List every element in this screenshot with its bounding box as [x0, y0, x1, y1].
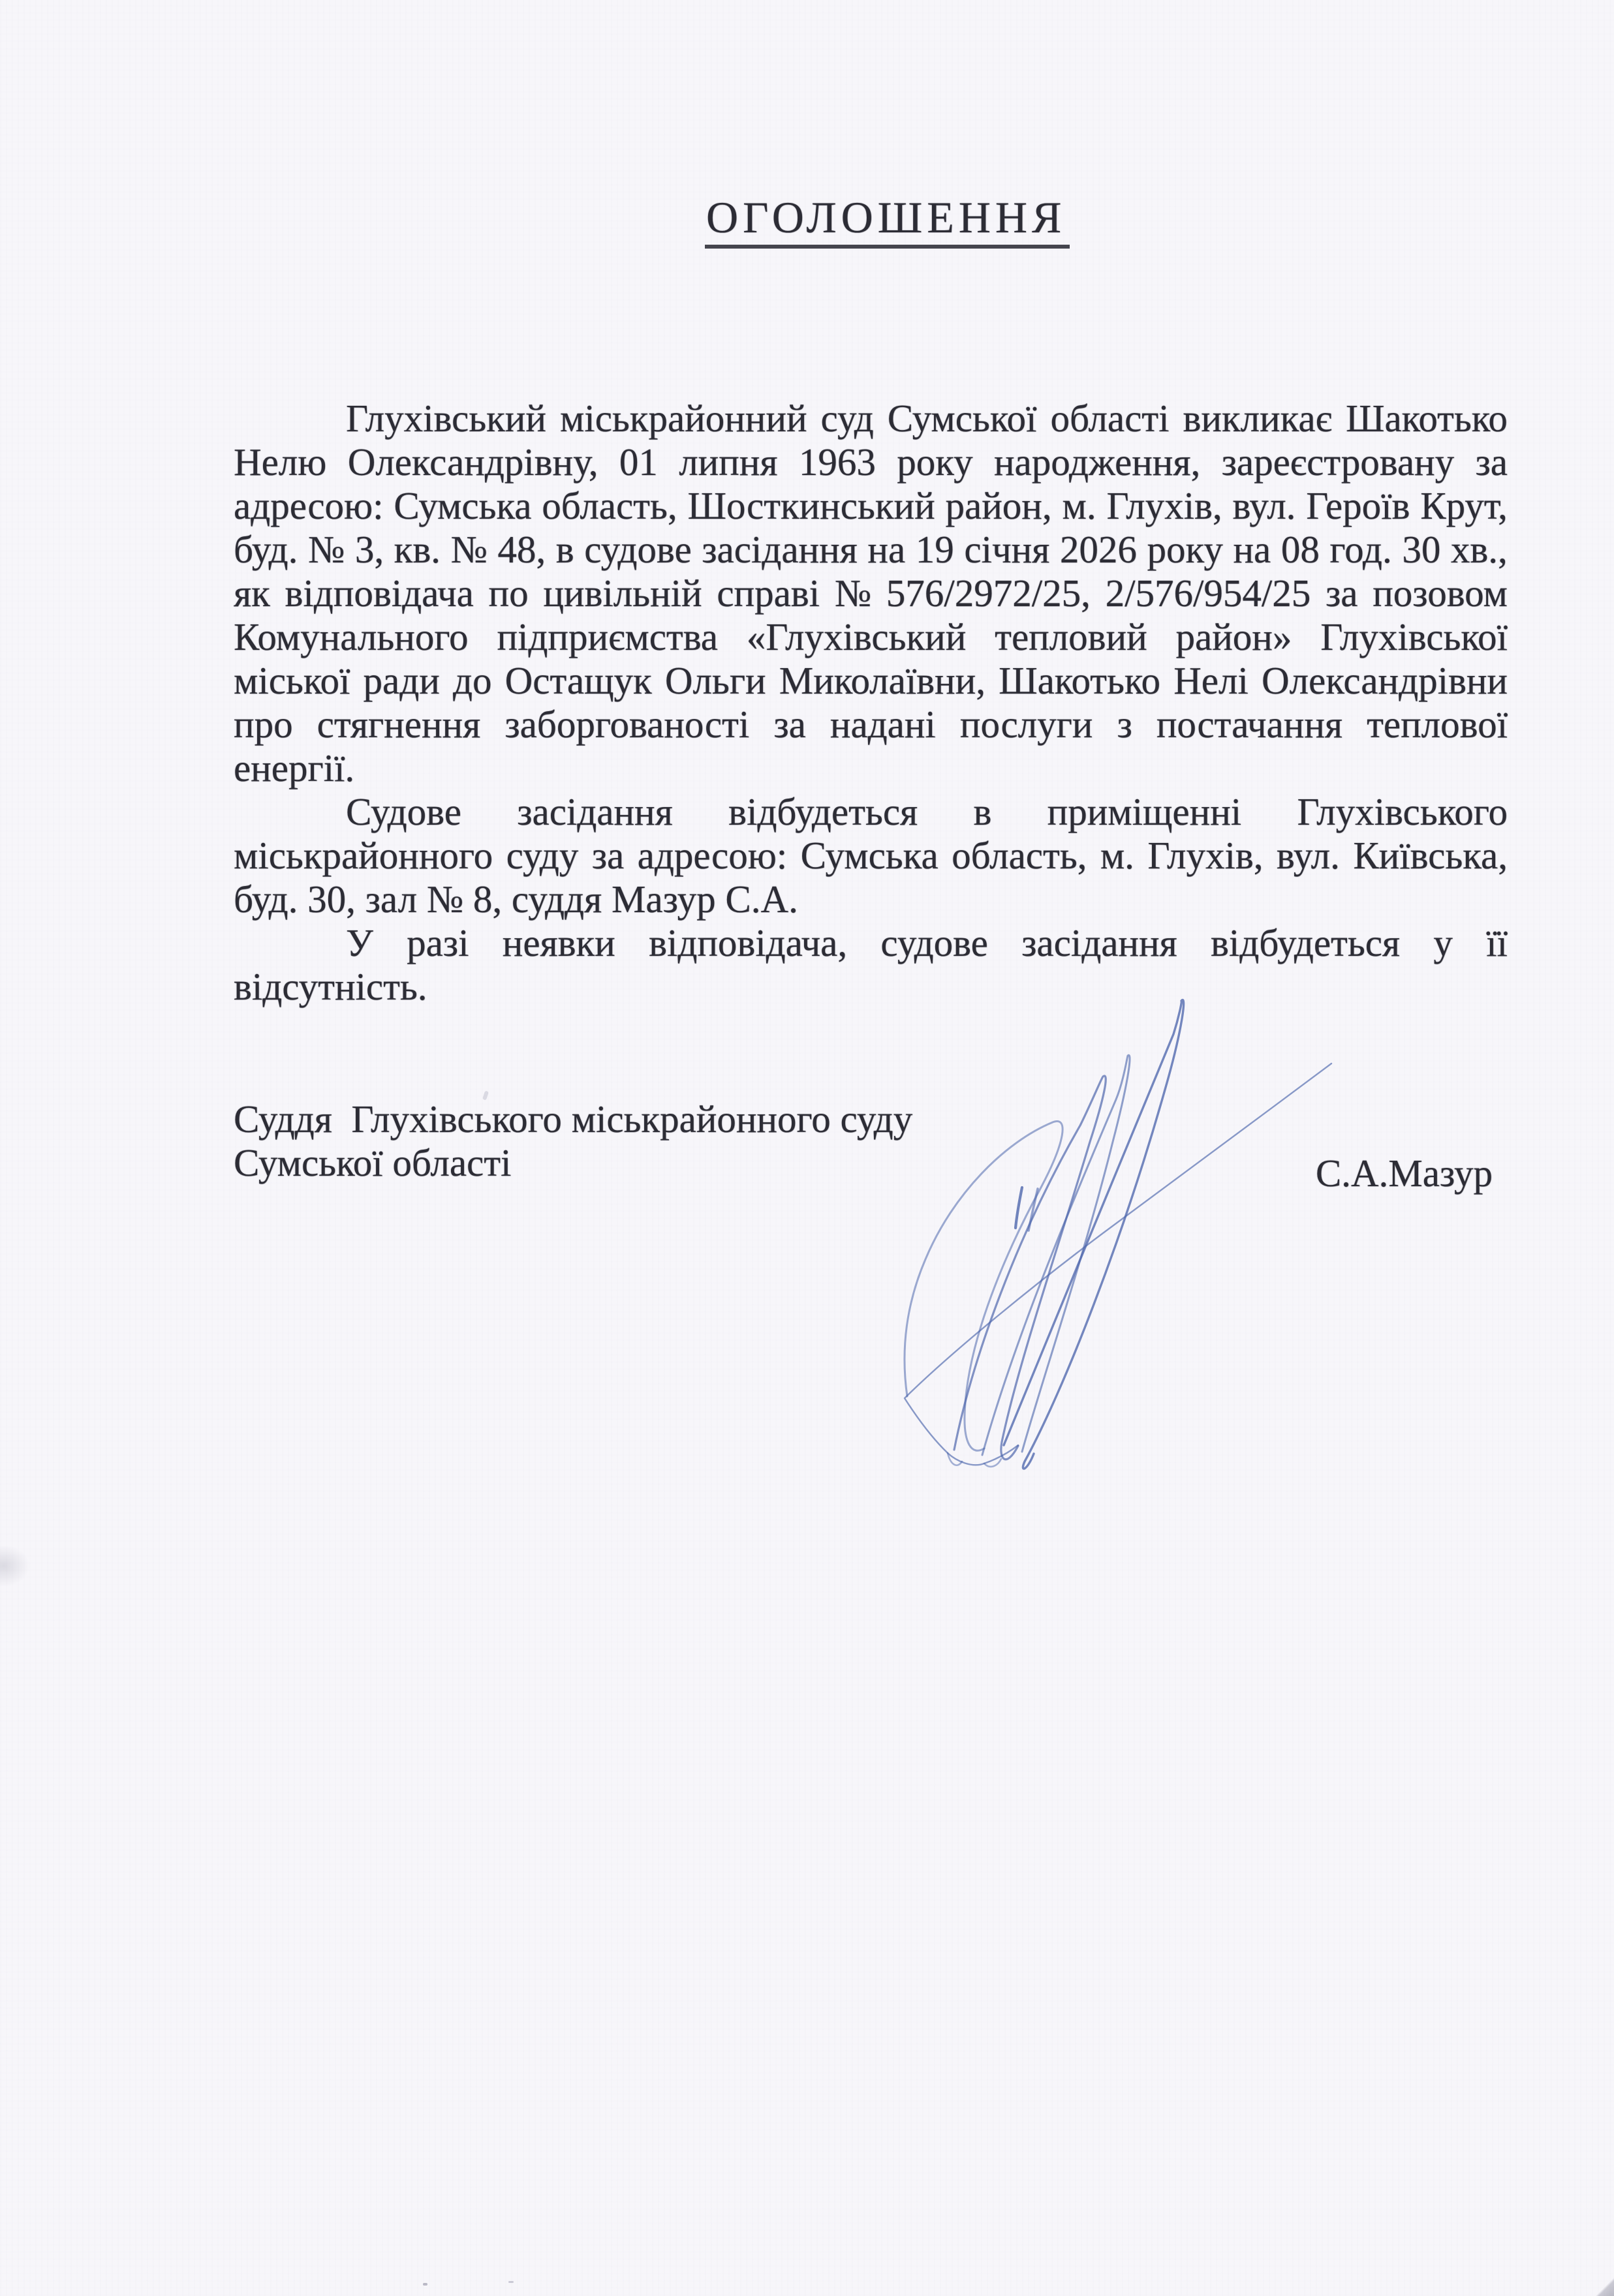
text-line: Нелю Олександрівну, 01 липня 1963 року народження, зареєстровану за: [234, 440, 1508, 483]
signature-block-line2: Сумської області: [234, 1141, 512, 1184]
text-line: міськрайонного суду за адресою: Сумська область, м. Глухів, вул. Київська,: [234, 834, 1508, 877]
text-line: енергії.: [234, 746, 355, 789]
document-title: ОГОЛОШЕННЯ: [705, 192, 1070, 249]
text-line: про стягнення заборгованості за надані послуги з постачання теплової: [234, 703, 1508, 746]
text-line: адресою: Сумська область, Шосткинський район, м. Глухів, вул. Героїв Крут,: [234, 484, 1508, 527]
scan-speck: [423, 2283, 427, 2286]
handwritten-signature: [894, 985, 1351, 1488]
scan-corner-mark: [1589, 2276, 1614, 2296]
text-line: Глухівський міськрайонний суд Сумської області викликає Шакотько: [346, 397, 1508, 440]
text-line: Судове засідання відбудеться в приміщенні Глухівського: [346, 790, 1508, 833]
text-line: міської ради до Остащук Ольги Миколаївни, Шакотько Нелі Олександрівни: [234, 659, 1508, 702]
text-line: буд. № 3, кв. № 48, в судове засідання на 19 січня 2026 року на 08 год. 30 хв.,: [234, 528, 1508, 571]
text-line: Комунального підприємства «Глухівський тепловий район» Глухівської: [234, 615, 1508, 658]
document-body: [234, 397, 1508, 1009]
text-line: як відповідача по цивільній справі № 576/2972/25, 2/576/954/25 за позовом: [234, 572, 1508, 615]
judge-name: С.А.Мазур: [1315, 1152, 1493, 1195]
signature-block-line1: Суддя Глухівського міськрайонного суду: [234, 1097, 913, 1140]
signature-block: [234, 1097, 912, 1185]
text-line: буд. 30, зал № 8, суддя Мазур С.А.: [234, 878, 798, 921]
scan-speck: [508, 2281, 514, 2283]
scan-smudge: [0, 1545, 30, 1587]
text-line: відсутність.: [234, 965, 427, 1008]
text-line: У разі неявки відповідача, судове засідання відбудеться у її: [346, 921, 1508, 964]
